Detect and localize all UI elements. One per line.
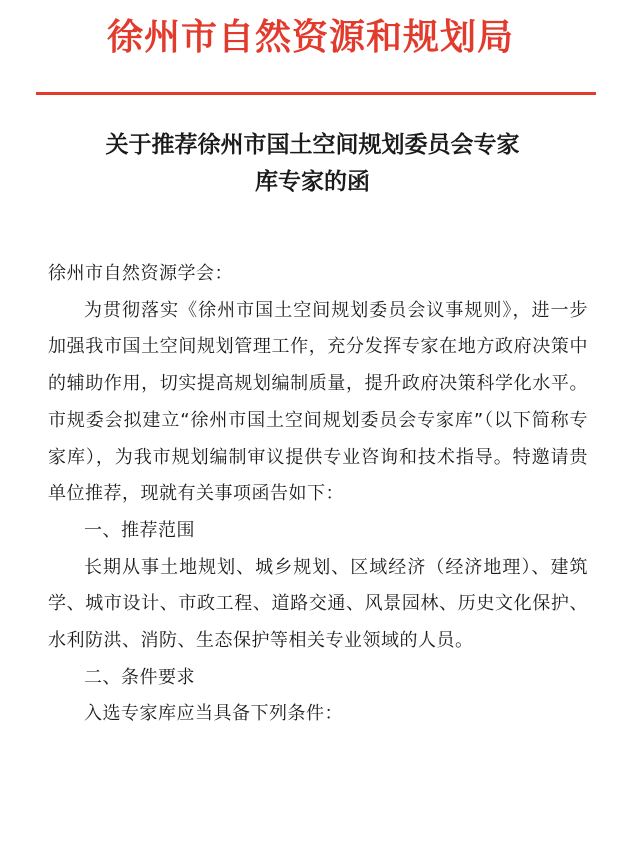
letterhead-org-name: 徐州市自然资源和规划局 — [106, 17, 514, 58]
salutation: 徐州市自然资源学会： — [48, 263, 233, 284]
letter-body — [48, 256, 588, 733]
document-title — [40, 126, 585, 200]
title-line-1: 关于推荐徐州市国土空间规划委员会专家 — [105, 131, 520, 158]
section-2-heading: 二、条件要求 — [84, 666, 195, 688]
section-2-text: 入选专家库应当具备下列条件： — [84, 703, 343, 725]
paragraph-intro: 为贯彻落实《徐州市国土空间规划委员会议事规则》，进一步加强我市国土空间规划管理工作，充分发挥专家在地方政府决策中的辅助作用，切实提高规划编制质量，提升政府决策科学化水平。市规委会拟建立“徐州市国土空间规划委员会专家库”（以下简称专家库），为我市规划编制审议提供专业咨询和技术指导。特邀请贵单位推荐，现就有关事项函告如下： — [48, 299, 588, 505]
title-line-2: 库专家的函 — [255, 168, 370, 195]
section-1-heading: 一、推荐范围 — [84, 519, 195, 541]
section-1-text: 长期从事土地规划、城乡规划、区域经济（经济地理）、建筑学、城市设计、市政工程、道路交通、风景园林、历史文化保护、水利防洪、消防、生态保护等相关专业领域的人员。 — [48, 556, 588, 652]
letterhead-red-rule — [36, 92, 596, 95]
